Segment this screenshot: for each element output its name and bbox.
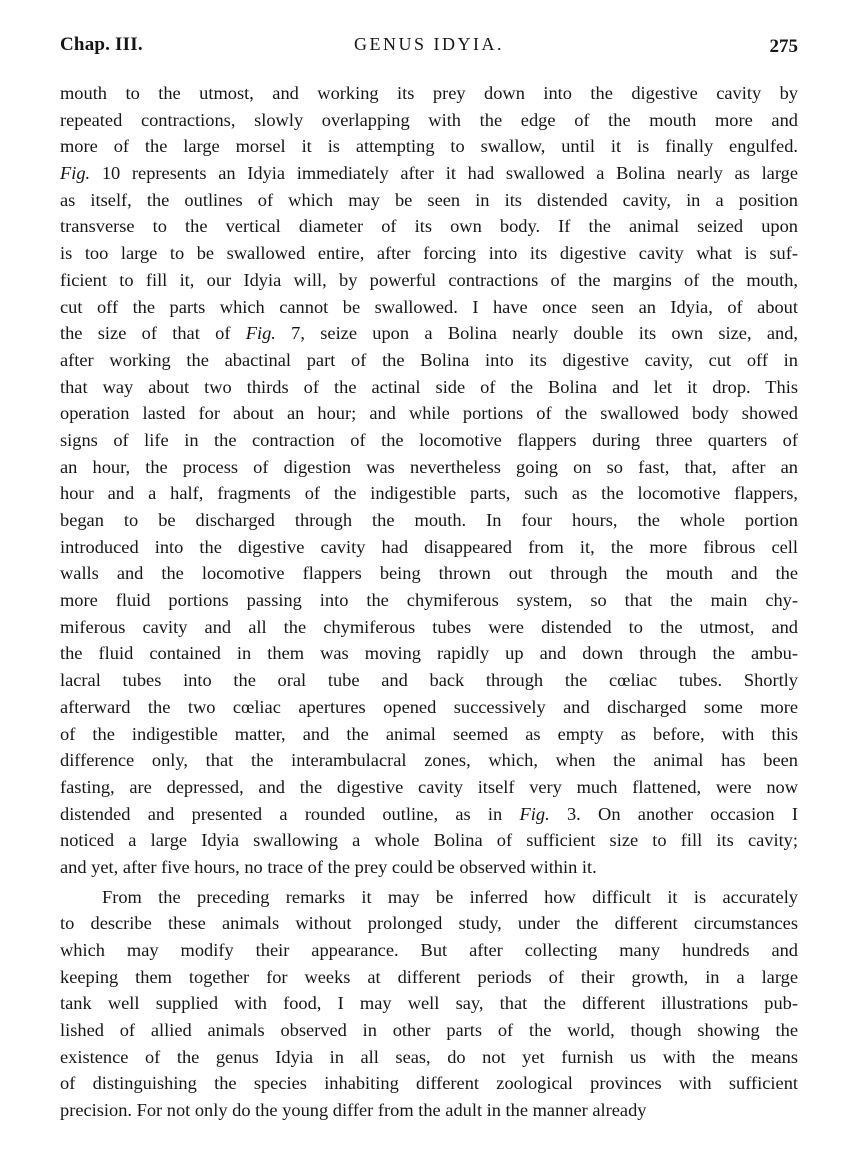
figure-reference: Fig. bbox=[519, 803, 550, 824]
text-segment: ficient to fill it, our Idyia will, by powerful contractions of the margins of the mouth, bbox=[60, 269, 798, 290]
text-segment: the size of that of bbox=[60, 323, 246, 344]
text-segment: that way about two thirds of the actinal side of the Bolina and let it drop. This bbox=[60, 376, 798, 397]
text-segment: distended and presented a rounded outline, as in bbox=[60, 803, 520, 824]
text-line bbox=[60, 1044, 798, 1071]
page-number: 275 bbox=[769, 36, 798, 57]
text-line bbox=[60, 937, 798, 964]
text-segment: keeping them together for weeks at different periods of their growth, in a large bbox=[60, 966, 798, 987]
text-segment: as itself, the outlines of which may be seen in its distended cavity, in a position bbox=[60, 189, 798, 210]
text-segment: lacral tubes into the oral tube and back through the cœliac tubes. Shortly bbox=[60, 670, 798, 691]
text-line bbox=[60, 964, 798, 991]
text-segment: an hour, the process of digestion was nevertheless going on so fast, that, after an bbox=[60, 456, 798, 477]
text-line bbox=[60, 80, 798, 107]
figure-reference: Fig. bbox=[60, 163, 91, 184]
text-line bbox=[60, 187, 798, 214]
text-line bbox=[60, 1017, 798, 1044]
text-segment: the fluid contained in them was moving rapidly up and down through the ambu- bbox=[60, 643, 798, 664]
text-segment: hour and a half, fragments of the indigestible parts, such as the locomotive flappers, bbox=[60, 483, 798, 504]
text-segment: 7, seize upon a Bolina nearly double its own size, and, bbox=[275, 323, 798, 344]
text-segment: miferous cavity and all the chymiferous tubes were distended to the utmost, and bbox=[60, 616, 798, 637]
text-line bbox=[60, 374, 798, 401]
text-line bbox=[60, 884, 798, 911]
text-line bbox=[60, 694, 798, 721]
text-line bbox=[60, 614, 798, 641]
text-line bbox=[60, 400, 798, 427]
text-line bbox=[60, 774, 798, 801]
text-segment: more fluid portions passing into the chymiferous system, so that the main chy- bbox=[60, 590, 798, 611]
figure-reference: Fig. bbox=[245, 323, 276, 344]
text-line bbox=[60, 1097, 798, 1124]
text-segment: difference only, that the interambulacral zones, which, when the animal has been bbox=[60, 750, 798, 771]
text-segment: introduced into the digestive cavity had disappeared from it, the more fibrous cell bbox=[60, 536, 798, 557]
text-segment: lished of allied animals observed in other parts of the world, though showing the bbox=[60, 1020, 798, 1041]
text-line bbox=[60, 560, 798, 587]
text-segment: 10 represents an Idyia immediately after it had swallowed a Bolina nearly as large bbox=[90, 163, 798, 184]
text-line bbox=[60, 827, 798, 854]
body-text bbox=[60, 80, 798, 1124]
paragraph bbox=[60, 884, 798, 1124]
text-segment: mouth to the utmost, and working its prey down into the digestive cavity by bbox=[60, 83, 798, 103]
text-line bbox=[60, 640, 798, 667]
text-segment: transverse to the vertical diameter of its own body. If the animal seized upon bbox=[60, 216, 798, 237]
text-line bbox=[60, 990, 798, 1017]
text-line bbox=[60, 267, 798, 294]
text-segment: 3. On another occasion I bbox=[549, 803, 798, 824]
text-segment: afterward the two cœliac apertures opened successively and discharged some more bbox=[60, 696, 798, 717]
text-segment: began to be discharged through the mouth. In four hours, the whole portion bbox=[60, 510, 798, 530]
text-line bbox=[60, 534, 798, 561]
text-line bbox=[60, 240, 798, 267]
text-segment: precision. For not only do the young differ from the adult in the manner already bbox=[60, 1100, 647, 1121]
text-line bbox=[60, 667, 798, 694]
text-line bbox=[60, 910, 798, 937]
running-head bbox=[60, 34, 798, 62]
paragraph bbox=[60, 80, 798, 881]
text-segment: of the indigestible matter, and the animal seemed as empty as before, with this bbox=[60, 723, 798, 744]
text-segment: cut off the parts which cannot be swallowed. I have once seen an Idyia, of about bbox=[60, 296, 798, 317]
text-line bbox=[60, 587, 798, 614]
text-segment: of distinguishing the species inhabiting different zoological provinces with sufficient bbox=[60, 1073, 798, 1094]
text-line bbox=[60, 320, 798, 347]
text-segment: walls and the locomotive flappers being thrown out through the mouth and the bbox=[60, 563, 798, 584]
text-segment: existence of the genus Idyia in all seas, do not yet furnish us with the means bbox=[60, 1046, 798, 1067]
text-line bbox=[60, 721, 798, 748]
text-segment: is too large to be swallowed entire, after forcing into its digestive cavity what is suf- bbox=[60, 243, 798, 264]
text-segment: tank well supplied with food, I may well say, that the different illustrations pub- bbox=[60, 993, 798, 1014]
text-line bbox=[60, 347, 798, 374]
text-segment: which may modify their appearance. But after collecting many hundreds and bbox=[60, 940, 798, 960]
text-line bbox=[60, 801, 798, 828]
text-segment: and yet, after five hours, no trace of the prey could be observed within it. bbox=[60, 856, 597, 877]
text-line bbox=[60, 133, 798, 160]
text-line bbox=[60, 1070, 798, 1097]
text-segment: more of the large morsel it is attempting to swallow, until it is finally engulfed. bbox=[60, 136, 798, 157]
text-line bbox=[60, 854, 798, 881]
text-line bbox=[60, 747, 798, 774]
text-segment: operation lasted for about an hour; and while portions of the swallowed body showed bbox=[60, 403, 798, 424]
text-line bbox=[60, 480, 798, 507]
text-line bbox=[60, 507, 798, 534]
text-line bbox=[60, 454, 798, 481]
text-segment: signs of life in the contraction of the locomotive flappers during three quarters of bbox=[60, 429, 798, 450]
text-segment: to describe these animals without prolonged study, under the different circumstances bbox=[60, 913, 798, 934]
text-segment: From the preceding remarks it may be inferred how difficult it is accurately bbox=[102, 886, 798, 907]
text-line bbox=[60, 107, 798, 134]
text-segment: fasting, are depressed, and the digestive cavity itself very much flattened, were now bbox=[60, 776, 798, 797]
running-title: GENUS IDYIA. bbox=[354, 34, 504, 54]
text-segment: noticed a large Idyia swallowing a whole Bolina of sufficient size to fill its cavity; bbox=[60, 830, 798, 851]
chapter-label: Chap. III. bbox=[60, 34, 143, 55]
text-line bbox=[60, 294, 798, 321]
text-line bbox=[60, 427, 798, 454]
text-segment: after working the abactinal part of the Bolina into its digestive cavity, cut off in bbox=[60, 349, 798, 370]
text-line bbox=[60, 160, 798, 187]
text-segment: repeated contractions, slowly overlapping with the edge of the mouth more and bbox=[60, 109, 798, 130]
text-line bbox=[60, 213, 798, 240]
